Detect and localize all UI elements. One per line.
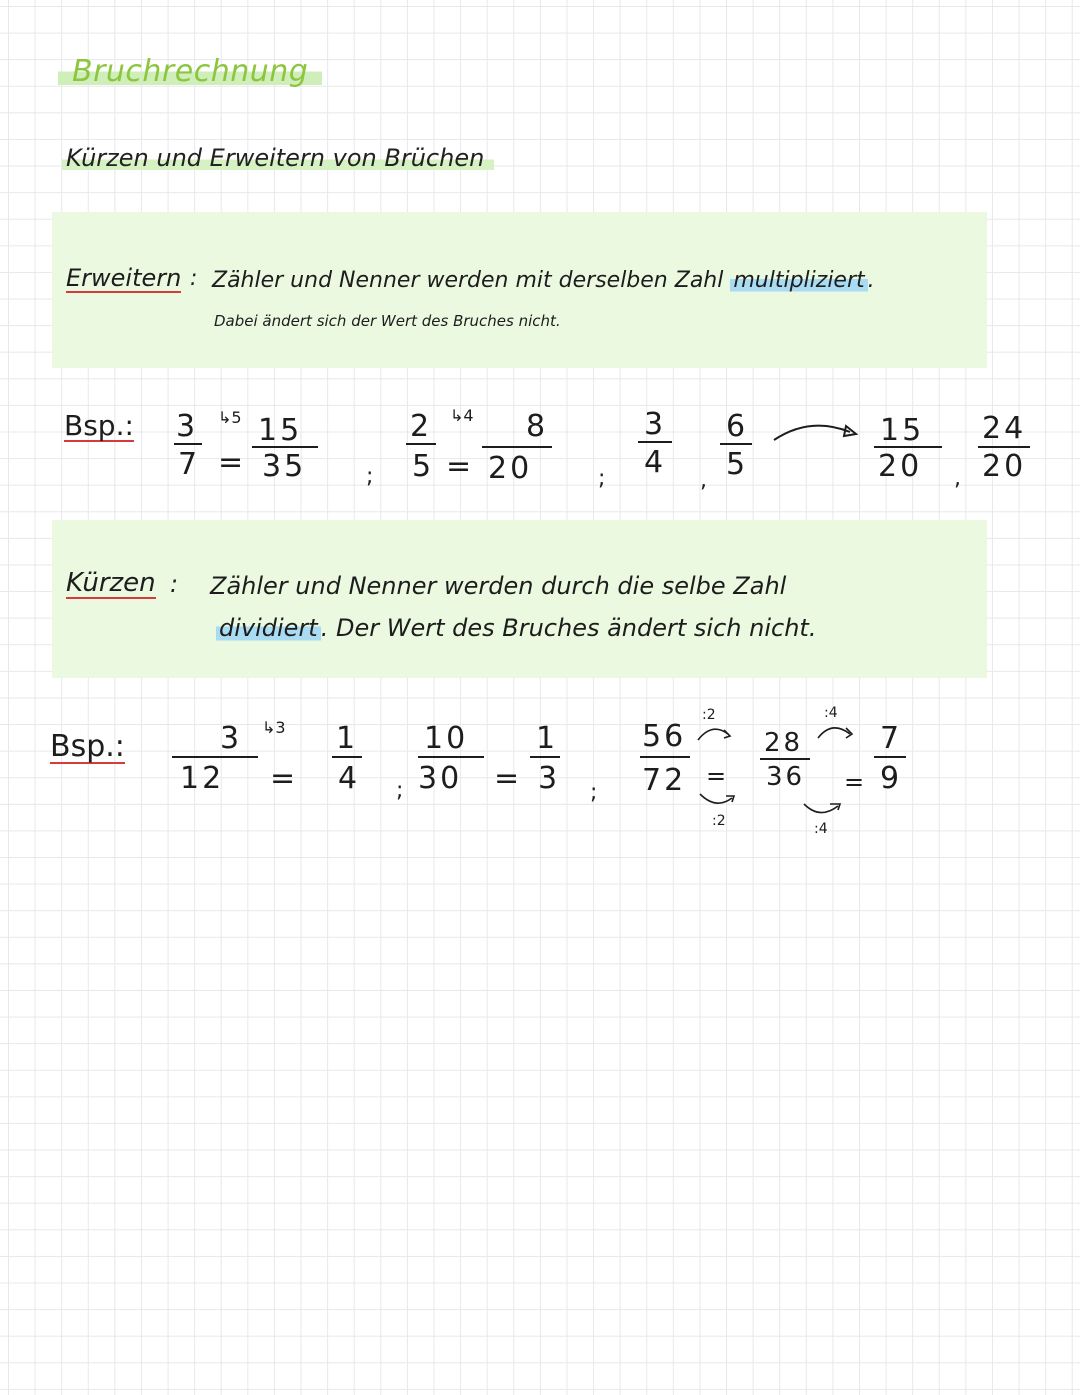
page-title: Bruchrechnung (58, 54, 322, 89)
fraction-numerator: 15 (880, 413, 925, 448)
fraction-denominator: 7 (178, 447, 201, 482)
equals-sign: = (494, 761, 523, 796)
expand-factor: ↳4 (450, 406, 474, 425)
fraction-numerator: 3 (176, 409, 199, 444)
fraction-denominator: 9 (880, 761, 903, 796)
fraction-numerator: 6 (726, 409, 749, 444)
fraction-bar (172, 756, 258, 758)
fraction-numerator: 2 (410, 409, 433, 444)
fraction-denominator: 72 (642, 763, 687, 798)
equals-sign: = (218, 445, 247, 480)
curved-arrow-icon (800, 800, 848, 822)
fraction-denominator: 20 (488, 451, 533, 486)
reduce-factor: :4 (814, 821, 828, 837)
fraction-bar (406, 443, 436, 445)
separator: ; (396, 778, 404, 803)
erweitern-term: Erweitern (66, 264, 182, 292)
erweitern-line1 (212, 268, 875, 293)
fraction-denominator: 20 (878, 449, 923, 484)
fraction-bar (530, 756, 560, 758)
fraction-denominator: 5 (726, 447, 749, 482)
kuerzen-colon: : (170, 570, 179, 598)
equals-sign: = (844, 768, 868, 796)
curved-arrow-icon (694, 722, 742, 744)
fraction-denominator: 12 (180, 761, 225, 796)
fraction-bar (720, 443, 752, 445)
erweitern-text: Zähler und Nenner werden mit derselben Zahl (212, 268, 724, 293)
separator: ; (598, 466, 606, 491)
bsp-label-kuerzen: Bsp.: (50, 729, 125, 764)
fraction-numerator: 3 (220, 721, 243, 756)
arrow-icon (770, 414, 866, 444)
equals-sign: = (446, 449, 475, 484)
fraction-numerator: 24 (982, 411, 1027, 446)
erweitern-period: . (867, 268, 875, 293)
separator: ; (366, 464, 374, 489)
fraction-denominator: 20 (982, 449, 1027, 484)
reduce-factor: :2 (712, 813, 726, 829)
erweitern-colon: : (190, 266, 198, 291)
separator: ; (590, 780, 598, 805)
fraction-bar (482, 446, 552, 448)
fraction-denominator: 4 (644, 445, 667, 480)
fraction-bar (252, 446, 318, 448)
fraction-bar (638, 441, 672, 443)
section-heading: Kürzen und Erweitern von Brüchen (62, 144, 494, 172)
kuerzen-line2 (216, 614, 816, 642)
reduce-factor: :2 (702, 707, 716, 723)
fraction-bar (874, 756, 906, 758)
fraction-bar (332, 756, 362, 758)
fraction-denominator: 4 (338, 761, 361, 796)
kuerzen-text: . Der Wert des Bruches ändert sich nicht. (320, 614, 817, 642)
fraction-bar (418, 756, 484, 758)
fraction-bar (174, 443, 202, 445)
erweitern-line2: Dabei ändert sich der Wert des Bruches nicht. (214, 312, 561, 330)
fraction-bar (760, 758, 810, 760)
kuerzen-term: Kürzen (66, 568, 156, 598)
fraction-numerator: 7 (880, 721, 903, 756)
separator: , (700, 468, 707, 493)
curved-arrow-icon (696, 790, 744, 812)
fraction-bar (978, 446, 1030, 448)
kuerzen-line1: Zähler und Nenner werden durch die selbe Zahl (210, 572, 787, 600)
fraction-numerator: 15 (258, 413, 303, 448)
equals-sign: = (270, 761, 299, 796)
expand-factor: ↳5 (218, 408, 242, 427)
fraction-numerator: 10 (424, 721, 469, 756)
fraction-numerator: 3 (644, 407, 667, 442)
reduce-factor: ↳3 (262, 718, 286, 737)
fraction-denominator: 36 (766, 762, 806, 792)
bsp-label-erweitern: Bsp.: (64, 409, 134, 442)
fraction-denominator: 3 (538, 761, 561, 796)
separator: , (954, 466, 961, 491)
fraction-denominator: 5 (412, 449, 435, 484)
equals-sign: = (706, 762, 730, 790)
fraction-numerator: 8 (526, 409, 549, 444)
highlight-dividiert: dividiert (216, 614, 321, 642)
reduce-factor: :4 (824, 705, 838, 721)
fraction-denominator: 30 (418, 761, 463, 796)
curved-arrow-icon (814, 720, 862, 742)
fraction-numerator: 1 (336, 721, 359, 756)
fraction-bar (874, 446, 942, 448)
fraction-numerator: 56 (642, 719, 687, 754)
fraction-numerator: 1 (536, 721, 559, 756)
highlight-multipliziert: multipliziert (730, 268, 867, 293)
fraction-denominator: 35 (262, 449, 307, 484)
fraction-numerator: 28 (764, 728, 804, 758)
fraction-bar (640, 756, 690, 758)
